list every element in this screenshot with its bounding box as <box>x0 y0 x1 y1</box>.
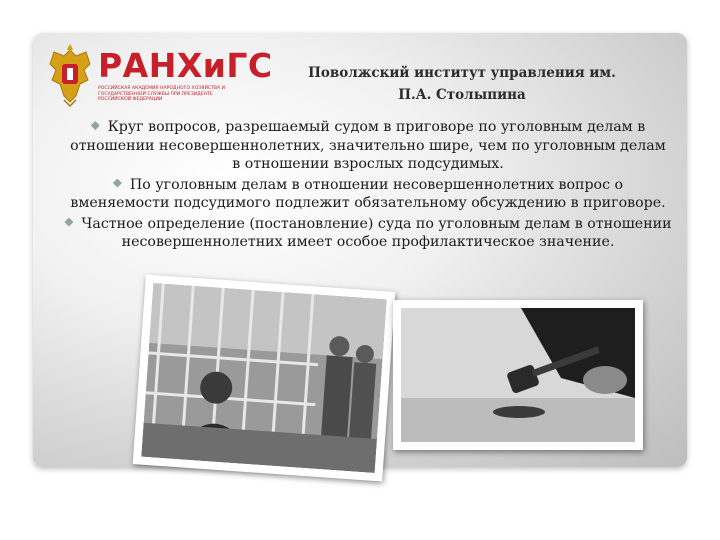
bullet-text: Частное определение (постановление) суда по уголовным делам в отношении <box>81 215 672 232</box>
institute-title-line1: Поволжский институт управления им. <box>308 65 616 81</box>
bullet-item <box>48 215 688 252</box>
courtroom-cage-photo <box>133 275 396 482</box>
bullet-diamond-icon <box>64 218 73 227</box>
logo-title: РАНХиГС <box>98 46 273 85</box>
bullet-text: несовершеннолетних имеет особое профилактическое значение. <box>121 234 615 250</box>
bullet-diamond-icon <box>113 179 122 188</box>
bullet-list <box>48 118 688 252</box>
logo-subtitle: РОССИЙСКАЯ АКАДЕМИЯ НАРОДНОГО ХОЗЯЙСТВА И ГОСУДАРСТВЕННОЙ СЛУЖБЫ ПРИ ПРЕЗИДЕНТЕ РОССИЙСКОЙ ФЕДЕРАЦИИ <box>98 86 226 103</box>
bullet-text: Круг вопросов, разрешаемый судом в приговоре по уголовным делам в <box>107 119 646 135</box>
bullet-item <box>48 118 688 174</box>
judge-gavel-photo <box>393 300 643 450</box>
bullet-diamond-icon <box>91 121 100 130</box>
bullet-text: вменяемости подсудимого подлежит обязательному обсуждению в приговоре. <box>70 195 666 211</box>
bullet-text: отношении несовершеннолетних, значительно шире, чем по уголовным делам <box>70 137 666 154</box>
courtroom-cage-image <box>141 283 387 473</box>
institute-title <box>282 62 642 106</box>
bullet-text: По уголовным делам в отношении несовершеннолетних вопрос о <box>129 176 624 193</box>
bullet-text: в отношении взрослых подсудимых. <box>232 156 504 172</box>
institute-title-line2: П.А. Столыпина <box>398 87 526 103</box>
eagle-emblem-icon <box>46 44 94 108</box>
judge-gavel-image <box>401 308 635 442</box>
ranepa-logo <box>46 44 273 110</box>
bullet-item <box>48 176 688 213</box>
